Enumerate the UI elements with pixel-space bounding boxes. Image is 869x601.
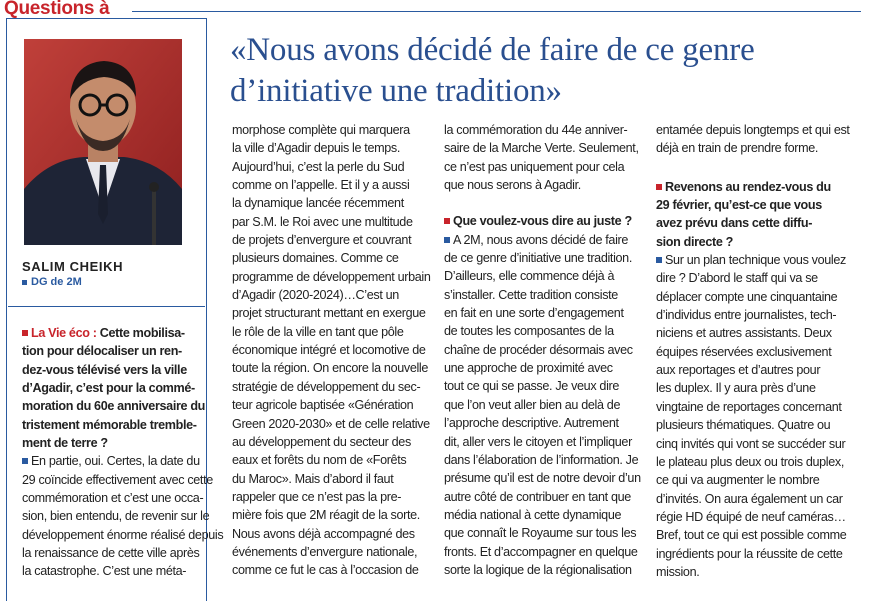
paragraph-gap	[444, 194, 640, 212]
question-bullet-icon	[22, 330, 28, 336]
question-bullet-icon	[444, 218, 450, 224]
column-2: morphose complète qui marquera la ville d’Agadir depuis le temps. Aujourd’hui, c’est la perle du Sud comme on l’appelle. Et il y a aussi la dynamique lancée récemment par S.M. le Roi avec une multitude de projets d’envergure et couvrant plusieurs domaines. Comme ce programme de développement urbain d’Agadir (2020-2024)…C’est un projet structurant mettant en exergue le rôle de la ville en tant que pôle économique intégré et locomotive de toute la région. On encore la nouvelle stratégie de développement du sec- teur agricole baptisée «Génération Green 2020-2030» et de celle relative au développement du secteur des eaux et forêts du nom de «Forêts du Maroc». Mais d’abord il faut rappeler que ce n’est pas la pre- mière fois que 2M réagit de la sorte. Nous avons déjà accompagné des événements d’envergure nationale, comme ce fut le cas à l’occasion de	[232, 123, 431, 578]
question-3: Revenons au rendez-vous du 29 février, qu’est-ce que vous avez prévu dans cette diffu- sion directe ?	[656, 179, 831, 249]
headline-line: d’initiative une tradition»	[230, 73, 562, 109]
role-bullet-icon	[22, 280, 27, 285]
column-4: entamée depuis longtemps et qui est déjà en train de prendre forme. Revenons au rendez-vous du 29 février, qu’est-ce que vous avez prévu dans cette diffu- sion directe ? Sur un plan technique vous voulez dire ? D’abord le staff qui va se déplacer compte une cinquantaine d’individus entre journalistes, tech- niciens et autres assistants. Deux équipes réservées exclusivement aux reportages et d’autres pour les duplex. Il y aura près d’une vingtaine de reportages concernant plusieurs thématiques. Quatre ou cinq invités qui vont se succéder sur le plateau plus deux ou trois duplex, ce qui va augmenter le nombre d’invités. On aura également un car régie HD équipé de neuf caméras… Bref, tout ce qui est possible comme ingrédients pour la réussite de cette mission.	[656, 121, 856, 581]
interviewee-role: DG de 2M	[22, 276, 82, 288]
portrait-photo	[24, 39, 182, 245]
rubric-label: Questions à	[4, 0, 110, 19]
answer-bullet-icon	[444, 237, 450, 243]
answer-1: En partie, oui. Certes, la date du 29 coïncide effectivement avec cette commémoration et c’est une occa- sion, bien entendu, de revenir sur le développement énorme réalisé depuis la renaissance de cette ville après la catastrophe. C’est une méta-	[22, 454, 224, 579]
portrait-illustration	[24, 39, 182, 245]
question-2: Que voulez-vous dire au juste ?	[444, 212, 640, 230]
paragraph-gap	[656, 158, 856, 178]
rubric-rule	[132, 11, 861, 12]
headline	[230, 30, 855, 112]
question-bullet-icon	[656, 184, 662, 190]
question-prefix: La Vie éco :	[31, 326, 97, 340]
column-3: la commémoration du 44e anniver- saire de la Marche Verte. Seulement, ce n’est pas uniquement pour cela que nous serons à Agadir. Que voulez-vous dire au juste ? A 2M, nous avons décidé de faire de ce genre d’initiative une tradition. D’ailleurs, elle commence déjà à s’installer. Cette tradition consiste en fait en une sorte d’engagement de toutes les composantes de la chaîne de procéder désormais avec une approche de proximité avec tout ce qui se passe. Je veux dire que l’on veut aller bien au delà de l’approche descriptive. Autrement dit, aller vers le citoyen et l’impliquer dans l’élaboration de l’information. Je présume qu’il est de notre devoir d’un autre côté de contribuer en tant que média national à cette dynamique que connaît le Royaume sur tous les fronts. Et d’accompagner en quelque sorte la logique de la régionalisation	[444, 123, 641, 577]
interviewee-name: SALIM CHEIKH	[22, 259, 124, 274]
column-1	[22, 324, 224, 581]
sidebar-divider	[8, 306, 205, 307]
answer-bullet-icon	[22, 458, 28, 464]
answer-bullet-icon	[656, 257, 662, 263]
question-1: La Vie éco : Cette mobilisa- tion pour délocaliser un ren- dez-vous télévisé vers la ville d’Agadir, c’est pour la commé- moration du 60e anniversaire du tristement mémorable tremble- ment de terre ?	[22, 326, 206, 451]
headline-line: «Nous avons décidé de faire de ce genre	[230, 32, 755, 68]
